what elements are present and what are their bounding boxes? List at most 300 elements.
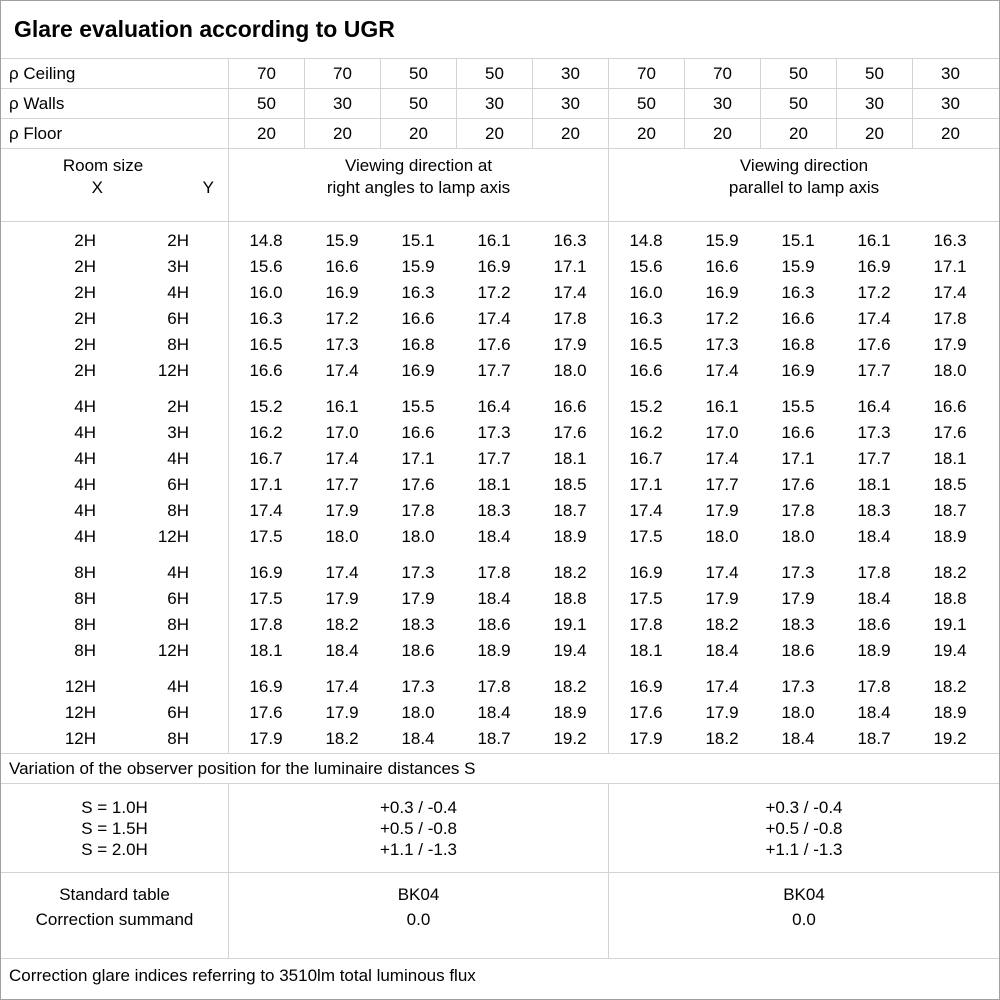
ugr-value: 17.4 bbox=[705, 677, 739, 696]
ugr-value: 18.1 bbox=[857, 475, 891, 494]
room-x-value: 2H bbox=[74, 309, 96, 328]
reflectance-row bbox=[1, 59, 999, 89]
room-x-value: 8H bbox=[74, 641, 96, 660]
ugr-value: 16.6 bbox=[629, 361, 663, 380]
ugr-value: 17.4 bbox=[553, 283, 587, 302]
ugr-value: 17.5 bbox=[249, 527, 283, 546]
ugr-value: 18.2 bbox=[705, 615, 739, 634]
room-y-value: 6H bbox=[167, 703, 189, 722]
ugr-value: 16.3 bbox=[933, 231, 967, 250]
table-row bbox=[1, 446, 999, 472]
reflectance-value: 20 bbox=[456, 119, 532, 148]
ugr-value: 17.9 bbox=[705, 703, 739, 722]
reflectance-value: 20 bbox=[304, 119, 380, 148]
ugr-value: 19.4 bbox=[553, 641, 587, 660]
table-row bbox=[1, 472, 999, 498]
reflectance-row-label: ρ Ceiling bbox=[9, 63, 76, 83]
ugr-value: 16.6 bbox=[781, 309, 815, 328]
ugr-value: 17.9 bbox=[325, 501, 359, 520]
ugr-value: 17.1 bbox=[781, 449, 815, 468]
ugr-value: 18.7 bbox=[553, 501, 587, 520]
ugr-value: 15.2 bbox=[629, 397, 663, 416]
ugr-value: 17.8 bbox=[857, 677, 891, 696]
room-y-value: 8H bbox=[167, 729, 189, 748]
ugr-value: 17.4 bbox=[933, 283, 967, 302]
cell-line: +0.3 / -0.4 bbox=[379, 797, 458, 817]
viewing-direction-parallel-header bbox=[608, 149, 999, 221]
cell-line: 0.0 bbox=[792, 910, 816, 929]
standard-values-parallel bbox=[608, 873, 999, 958]
footer-note: Correction glare indices referring to 3510lm total luminous flux bbox=[9, 966, 476, 985]
cell-line: +0.5 / -0.8 bbox=[379, 818, 458, 838]
ugr-value: 18.2 bbox=[325, 729, 359, 748]
header-line: Viewing direction bbox=[739, 156, 869, 175]
spacing-values-right-angles bbox=[228, 784, 608, 872]
table-row bbox=[1, 306, 999, 332]
ugr-value: 15.9 bbox=[325, 231, 359, 250]
ugr-value: 17.7 bbox=[857, 361, 891, 380]
ugr-value: 18.2 bbox=[933, 563, 967, 582]
ugr-value: 17.4 bbox=[325, 361, 359, 380]
reflectance-value: 30 bbox=[912, 59, 988, 88]
ugr-value: 17.3 bbox=[401, 677, 435, 696]
ugr-value: 17.4 bbox=[629, 501, 663, 520]
ugr-value: 18.4 bbox=[705, 641, 739, 660]
reflectance-value: 30 bbox=[532, 59, 608, 88]
ugr-value: 17.1 bbox=[249, 475, 283, 494]
table-row bbox=[1, 332, 999, 358]
room-x-value: 12H bbox=[64, 729, 96, 748]
room-x-value: 4H bbox=[74, 501, 96, 520]
row-filler bbox=[988, 472, 999, 498]
ugr-value: 18.6 bbox=[857, 615, 891, 634]
row-filler bbox=[988, 254, 999, 280]
ugr-value: 17.3 bbox=[781, 677, 815, 696]
ugr-value: 16.6 bbox=[249, 361, 283, 380]
ugr-value: 16.9 bbox=[401, 361, 435, 380]
ugr-value: 17.1 bbox=[933, 257, 967, 276]
ugr-value: 17.3 bbox=[325, 335, 359, 354]
ugr-value: 18.9 bbox=[933, 703, 967, 722]
ugr-value: 17.1 bbox=[629, 475, 663, 494]
ugr-value: 17.3 bbox=[857, 423, 891, 442]
ugr-value: 16.9 bbox=[325, 283, 359, 302]
ugr-value: 17.3 bbox=[401, 563, 435, 582]
ugr-value: 15.6 bbox=[629, 257, 663, 276]
room-y-value: 3H bbox=[167, 423, 189, 442]
cell-line: S = 2.0H bbox=[81, 839, 148, 859]
page-title: Glare evaluation according to UGR bbox=[1, 1, 999, 59]
row-filler bbox=[988, 638, 999, 664]
table-row bbox=[1, 700, 999, 726]
row-filler bbox=[988, 674, 999, 700]
standard-table-section bbox=[1, 873, 999, 959]
row-filler bbox=[988, 446, 999, 472]
ugr-value: 17.6 bbox=[401, 475, 435, 494]
ugr-value: 17.8 bbox=[629, 615, 663, 634]
row-filler bbox=[988, 700, 999, 726]
ugr-value: 18.4 bbox=[857, 703, 891, 722]
ugr-value: 16.4 bbox=[857, 397, 891, 416]
table-row bbox=[1, 498, 999, 524]
ugr-value: 17.5 bbox=[629, 589, 663, 608]
row-filler bbox=[988, 560, 999, 586]
ugr-value: 15.5 bbox=[781, 397, 815, 416]
ugr-row-block bbox=[1, 674, 999, 752]
room-y-value: 12H bbox=[157, 527, 189, 546]
table-row bbox=[1, 674, 999, 700]
room-x-value: 4H bbox=[74, 475, 96, 494]
ugr-value: 18.7 bbox=[477, 729, 511, 748]
ugr-value: 17.8 bbox=[401, 501, 435, 520]
reflectance-value: 30 bbox=[456, 89, 532, 118]
row-filler bbox=[988, 612, 999, 638]
ugr-value: 15.5 bbox=[401, 397, 435, 416]
ugr-value: 16.5 bbox=[249, 335, 283, 354]
ugr-value: 18.6 bbox=[401, 641, 435, 660]
ugr-value: 16.1 bbox=[705, 397, 739, 416]
ugr-value: 16.3 bbox=[401, 283, 435, 302]
ugr-value: 18.8 bbox=[553, 589, 587, 608]
ugr-value: 18.0 bbox=[553, 361, 587, 380]
ugr-value: 17.9 bbox=[553, 335, 587, 354]
cell-line: Standard table bbox=[59, 885, 170, 904]
reflectance-value: 20 bbox=[836, 119, 912, 148]
reflectance-value: 30 bbox=[912, 89, 988, 118]
room-y-value: 8H bbox=[167, 501, 189, 520]
room-x-value: 2H bbox=[74, 335, 96, 354]
room-x-value: 4H bbox=[74, 449, 96, 468]
reflectance-value: 50 bbox=[836, 59, 912, 88]
ugr-value: 16.9 bbox=[629, 677, 663, 696]
row-filler bbox=[988, 280, 999, 306]
ugr-value: 17.4 bbox=[705, 361, 739, 380]
ugr-value: 17.9 bbox=[781, 589, 815, 608]
reflectance-value: 20 bbox=[912, 119, 988, 148]
room-y-value: 4H bbox=[167, 283, 189, 302]
ugr-value: 17.4 bbox=[705, 563, 739, 582]
reflectance-value: 20 bbox=[760, 119, 836, 148]
ugr-value: 18.3 bbox=[477, 501, 511, 520]
room-x-value: 12H bbox=[64, 703, 96, 722]
cell-line: 0.0 bbox=[406, 910, 431, 929]
ugr-value: 17.4 bbox=[477, 309, 511, 328]
ugr-value: 16.6 bbox=[325, 257, 359, 276]
ugr-value: 14.8 bbox=[629, 231, 663, 250]
spacing-labels bbox=[1, 784, 228, 872]
ugr-value: 18.1 bbox=[249, 641, 283, 660]
cell-line: BK04 bbox=[397, 885, 440, 904]
room-y-value: 3H bbox=[167, 257, 189, 276]
room-y-value: 4H bbox=[167, 563, 189, 582]
header-line: parallel to lamp axis bbox=[728, 178, 880, 197]
reflectance-value: 20 bbox=[532, 119, 608, 148]
ugr-value: 14.8 bbox=[249, 231, 283, 250]
ugr-value: 18.9 bbox=[477, 641, 511, 660]
ugr-value: 17.6 bbox=[933, 423, 967, 442]
ugr-value: 18.7 bbox=[857, 729, 891, 748]
ugr-value: 17.3 bbox=[477, 423, 511, 442]
ugr-value: 18.1 bbox=[553, 449, 587, 468]
cell-line: +0.3 / -0.4 bbox=[765, 797, 843, 817]
ugr-value: 17.3 bbox=[705, 335, 739, 354]
ugr-value: 16.0 bbox=[249, 283, 283, 302]
room-x-value: 2H bbox=[74, 361, 96, 380]
row-filler bbox=[988, 228, 999, 254]
reflectance-value: 30 bbox=[304, 89, 380, 118]
cell-line: +1.1 / -1.3 bbox=[765, 839, 843, 859]
ugr-value: 16.6 bbox=[401, 309, 435, 328]
table-row bbox=[1, 394, 999, 420]
table-row bbox=[1, 524, 999, 550]
ugr-value: 16.6 bbox=[705, 257, 739, 276]
ugr-value: 17.2 bbox=[477, 283, 511, 302]
ugr-value: 18.2 bbox=[705, 729, 739, 748]
ugr-value: 17.9 bbox=[629, 729, 663, 748]
reflectance-value: 50 bbox=[228, 89, 304, 118]
ugr-value: 18.9 bbox=[553, 703, 587, 722]
ugr-value: 16.3 bbox=[249, 309, 283, 328]
ugr-value: 17.1 bbox=[401, 449, 435, 468]
ugr-value: 18.0 bbox=[781, 703, 815, 722]
ugr-value: 17.4 bbox=[325, 563, 359, 582]
ugr-value: 19.4 bbox=[933, 641, 967, 660]
reflectance-row bbox=[1, 89, 999, 119]
ugr-value: 18.1 bbox=[933, 449, 967, 468]
table-row bbox=[1, 358, 999, 384]
ugr-value: 17.6 bbox=[553, 423, 587, 442]
ugr-value: 17.8 bbox=[249, 615, 283, 634]
room-x-value: 2H bbox=[74, 231, 96, 250]
reflectance-value: 70 bbox=[228, 59, 304, 88]
ugr-value: 15.9 bbox=[705, 231, 739, 250]
ugr-value: 18.4 bbox=[857, 589, 891, 608]
ugr-value: 17.2 bbox=[705, 309, 739, 328]
ugr-value: 16.4 bbox=[477, 397, 511, 416]
ugr-value: 18.0 bbox=[325, 527, 359, 546]
room-x-value: 4H bbox=[74, 397, 96, 416]
ugr-value: 16.1 bbox=[477, 231, 511, 250]
column-header-row bbox=[1, 149, 999, 222]
ugr-value: 17.2 bbox=[857, 283, 891, 302]
row-filler bbox=[988, 119, 999, 148]
ugr-value: 17.7 bbox=[477, 361, 511, 380]
ugr-value: 18.4 bbox=[781, 729, 815, 748]
ugr-value: 18.0 bbox=[781, 527, 815, 546]
ugr-value: 17.6 bbox=[781, 475, 815, 494]
ugr-value: 15.2 bbox=[249, 397, 283, 416]
room-y-value: 6H bbox=[167, 475, 189, 494]
room-y-value: 2H bbox=[167, 231, 189, 250]
ugr-value: 18.2 bbox=[933, 677, 967, 696]
reflectance-value: 50 bbox=[608, 89, 684, 118]
room-x-value: 8H bbox=[74, 615, 96, 634]
row-filler bbox=[988, 498, 999, 524]
spacing-correction-section bbox=[1, 784, 999, 873]
table-row bbox=[1, 726, 999, 752]
ugr-value: 18.3 bbox=[781, 615, 815, 634]
ugr-row-block bbox=[1, 228, 999, 384]
ugr-value: 16.7 bbox=[249, 449, 283, 468]
room-x-label: X bbox=[91, 178, 103, 197]
room-size-header bbox=[1, 149, 228, 221]
ugr-value: 17.6 bbox=[477, 335, 511, 354]
row-filler bbox=[988, 358, 999, 384]
reflectance-table bbox=[1, 59, 999, 149]
ugr-value: 18.5 bbox=[553, 475, 587, 494]
ugr-value: 17.4 bbox=[249, 501, 283, 520]
room-x-value: 4H bbox=[74, 423, 96, 442]
ugr-value: 17.7 bbox=[857, 449, 891, 468]
ugr-value: 16.9 bbox=[857, 257, 891, 276]
ugr-value: 17.9 bbox=[705, 501, 739, 520]
spacing-values-parallel bbox=[608, 784, 999, 872]
ugr-value: 15.9 bbox=[401, 257, 435, 276]
ugr-value: 18.2 bbox=[325, 615, 359, 634]
ugr-value: 17.4 bbox=[857, 309, 891, 328]
ugr-value: 16.6 bbox=[781, 423, 815, 442]
ugr-value: 18.4 bbox=[857, 527, 891, 546]
table-row bbox=[1, 638, 999, 664]
ugr-value: 18.2 bbox=[553, 563, 587, 582]
room-y-value: 2H bbox=[167, 397, 189, 416]
cell-line: +1.1 / -1.3 bbox=[379, 839, 458, 859]
viewing-direction-right-angles-header bbox=[228, 149, 608, 221]
ugr-value: 17.3 bbox=[781, 563, 815, 582]
ugr-value: 16.3 bbox=[629, 309, 663, 328]
ugr-value: 18.5 bbox=[933, 475, 967, 494]
ugr-value: 17.4 bbox=[705, 449, 739, 468]
ugr-value: 17.9 bbox=[325, 589, 359, 608]
room-y-value: 8H bbox=[167, 335, 189, 354]
reflectance-value: 70 bbox=[608, 59, 684, 88]
ugr-value: 18.1 bbox=[477, 475, 511, 494]
ugr-value: 16.6 bbox=[401, 423, 435, 442]
ugr-value: 17.6 bbox=[629, 703, 663, 722]
reflectance-value: 50 bbox=[760, 89, 836, 118]
ugr-value: 16.9 bbox=[477, 257, 511, 276]
reflectance-value: 20 bbox=[608, 119, 684, 148]
row-filler bbox=[988, 306, 999, 332]
room-size-label: Room size bbox=[62, 156, 144, 175]
standard-values-right-angles bbox=[228, 873, 608, 958]
reflectance-row-label: ρ Walls bbox=[9, 93, 65, 113]
reflectance-value: 20 bbox=[684, 119, 760, 148]
group-divider bbox=[608, 222, 609, 753]
ugr-value: 17.8 bbox=[477, 677, 511, 696]
row-filler bbox=[988, 586, 999, 612]
header-line: Viewing direction at bbox=[344, 156, 493, 175]
ugr-value: 16.9 bbox=[249, 677, 283, 696]
ugr-row-block bbox=[1, 560, 999, 664]
room-y-label: Y bbox=[202, 178, 214, 197]
ugr-value: 17.0 bbox=[705, 423, 739, 442]
ugr-value: 16.3 bbox=[553, 231, 587, 250]
standard-labels bbox=[1, 873, 228, 958]
row-filler bbox=[988, 524, 999, 550]
reflectance-value: 20 bbox=[228, 119, 304, 148]
ugr-value: 16.8 bbox=[781, 335, 815, 354]
cell-line: BK04 bbox=[783, 885, 825, 904]
cell-line: S = 1.5H bbox=[81, 818, 148, 838]
ugr-value: 16.2 bbox=[629, 423, 663, 442]
ugr-value: 18.4 bbox=[401, 729, 435, 748]
column-divider bbox=[228, 222, 229, 753]
ugr-row-block bbox=[1, 394, 999, 550]
ugr-value: 17.7 bbox=[705, 475, 739, 494]
ugr-value: 17.2 bbox=[325, 309, 359, 328]
reflectance-row-label: ρ Floor bbox=[9, 123, 63, 143]
room-x-value: 12H bbox=[64, 677, 96, 696]
row-filler bbox=[988, 59, 999, 88]
ugr-value: 18.0 bbox=[705, 527, 739, 546]
room-x-value: 2H bbox=[74, 257, 96, 276]
table-row bbox=[1, 612, 999, 638]
row-filler bbox=[988, 726, 999, 752]
room-y-value: 6H bbox=[167, 589, 189, 608]
room-x-value: 4H bbox=[74, 527, 96, 546]
ugr-value: 18.8 bbox=[933, 589, 967, 608]
ugr-value: 18.0 bbox=[401, 527, 435, 546]
ugr-value: 16.3 bbox=[781, 283, 815, 302]
table-row bbox=[1, 420, 999, 446]
ugr-value: 17.9 bbox=[705, 589, 739, 608]
header-line: right angles to lamp axis bbox=[326, 178, 511, 197]
ugr-value: 17.4 bbox=[325, 449, 359, 468]
room-y-value: 4H bbox=[167, 677, 189, 696]
ugr-value: 16.9 bbox=[705, 283, 739, 302]
reflectance-value: 50 bbox=[760, 59, 836, 88]
ugr-data-table bbox=[1, 222, 999, 754]
ugr-value: 16.8 bbox=[401, 335, 435, 354]
variation-note: Variation of the observer position for the luminaire distances S bbox=[1, 754, 999, 784]
ugr-value: 17.6 bbox=[857, 335, 891, 354]
ugr-value: 19.2 bbox=[933, 729, 967, 748]
ugr-value: 18.6 bbox=[477, 615, 511, 634]
ugr-value: 15.1 bbox=[781, 231, 815, 250]
row-filler bbox=[988, 420, 999, 446]
reflectance-value: 70 bbox=[684, 59, 760, 88]
ugr-value: 17.9 bbox=[325, 703, 359, 722]
ugr-value: 16.9 bbox=[781, 361, 815, 380]
ugr-value: 17.4 bbox=[325, 677, 359, 696]
room-x-value: 8H bbox=[74, 589, 96, 608]
cell-line: S = 1.0H bbox=[81, 797, 148, 817]
ugr-value: 18.9 bbox=[933, 527, 967, 546]
ugr-value: 16.0 bbox=[629, 283, 663, 302]
ugr-value: 16.2 bbox=[249, 423, 283, 442]
ugr-value: 18.3 bbox=[857, 501, 891, 520]
reflectance-value: 50 bbox=[380, 89, 456, 118]
ugr-value: 17.8 bbox=[857, 563, 891, 582]
reflectance-value: 20 bbox=[380, 119, 456, 148]
ugr-value: 17.9 bbox=[249, 729, 283, 748]
ugr-value: 16.7 bbox=[629, 449, 663, 468]
ugr-value: 17.1 bbox=[553, 257, 587, 276]
ugr-value: 19.1 bbox=[933, 615, 967, 634]
ugr-value: 18.1 bbox=[629, 641, 663, 660]
ugr-value: 17.9 bbox=[401, 589, 435, 608]
ugr-value: 18.0 bbox=[933, 361, 967, 380]
ugr-value: 18.6 bbox=[781, 641, 815, 660]
ugr-value: 16.9 bbox=[249, 563, 283, 582]
ugr-value: 18.7 bbox=[933, 501, 967, 520]
ugr-value: 17.8 bbox=[933, 309, 967, 328]
ugr-value: 15.9 bbox=[781, 257, 815, 276]
ugr-value: 16.6 bbox=[553, 397, 587, 416]
ugr-value: 16.1 bbox=[325, 397, 359, 416]
row-filler bbox=[988, 89, 999, 118]
